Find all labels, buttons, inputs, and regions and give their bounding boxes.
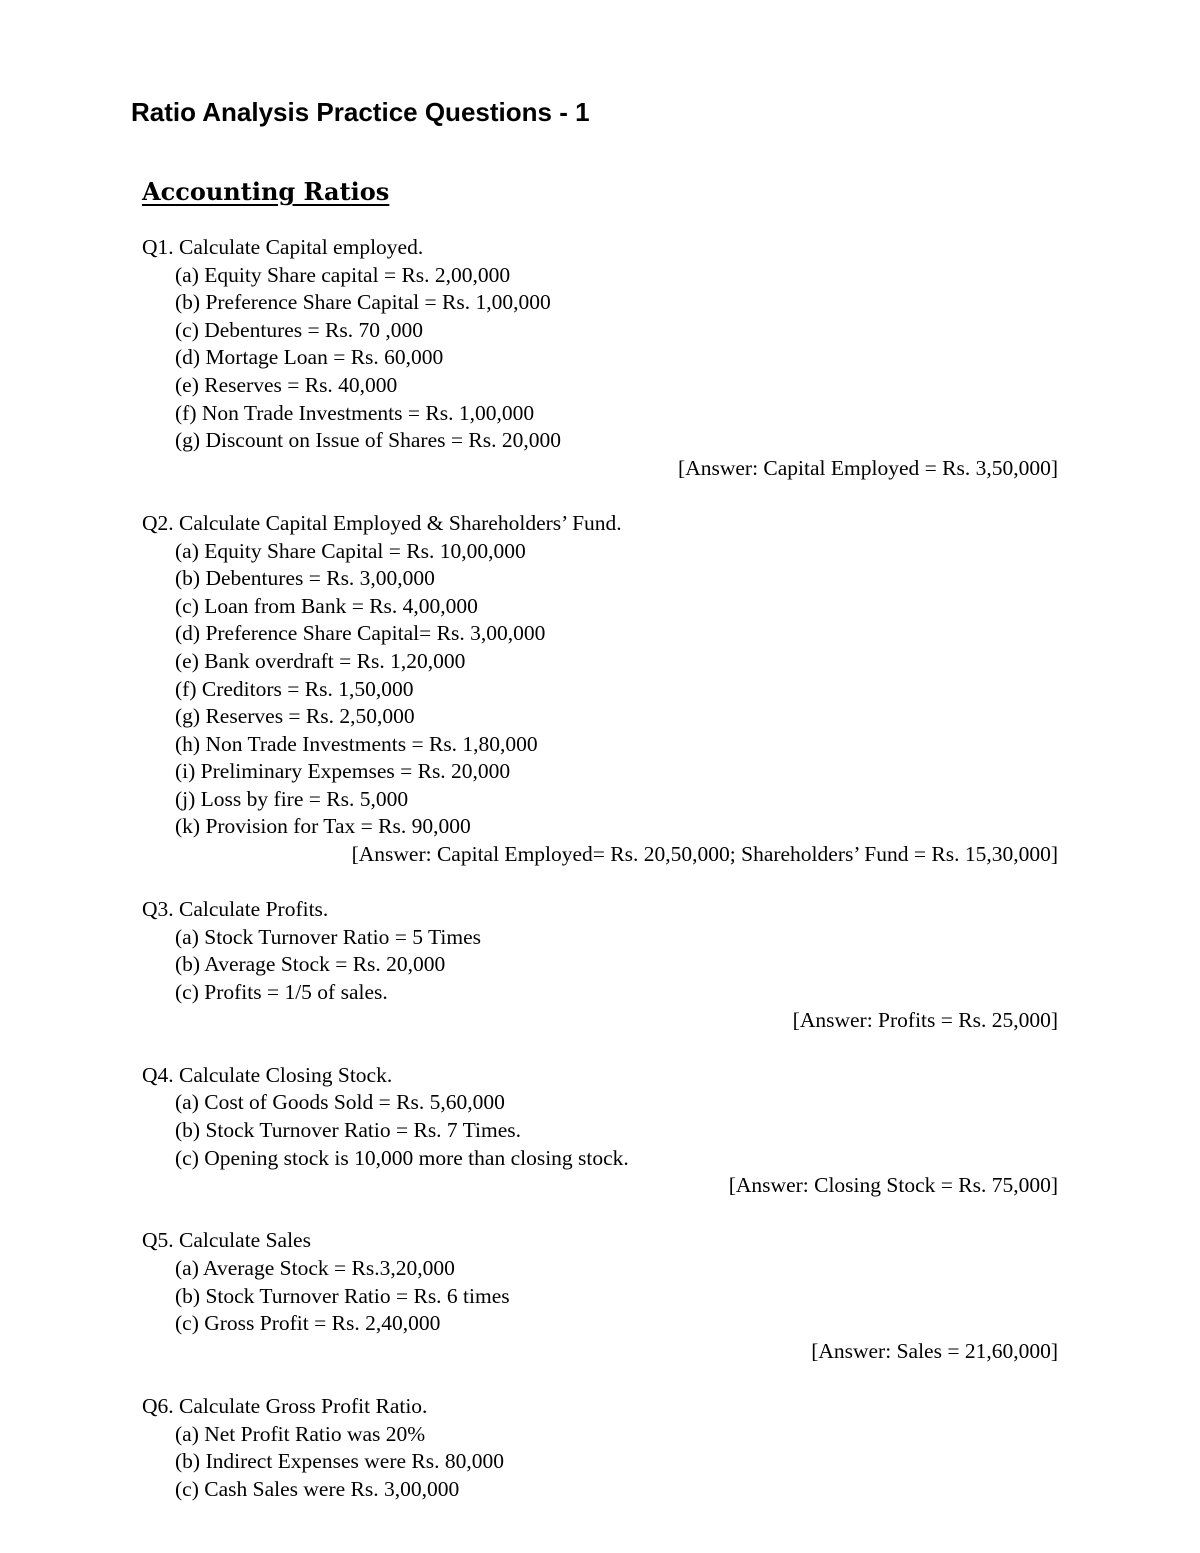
spacer [142,1365,1062,1393]
question-item: (e) Bank overdraft = Rs. 1,20,000 [175,648,466,673]
question-item: (e) Reserves = Rs. 40,000 [175,372,398,397]
question-item: (h) Non Trade Investments = Rs. 1,80,000 [175,731,538,756]
question-item: (b) Preference Share Capital = Rs. 1,00,000 [175,290,551,315]
question-item: (f) Creditors = Rs. 1,50,000 [175,676,414,701]
section-heading: Accounting Ratios [142,177,390,206]
question-item: (k) Provision for Tax = Rs. 90,000 [175,814,471,839]
spacer [142,1034,1062,1062]
question-label: Q4. Calculate Closing Stock. [142,1062,393,1087]
spacer [142,1200,1062,1228]
question-label: Q2. Calculate Capital Employed & Shareholders’ Fund. [142,510,622,535]
question-label: Q6. Calculate Gross Profit Ratio. [142,1393,428,1418]
question-label: Q3. Calculate Profits. [142,897,329,922]
question-item: (d) Preference Share Capital= Rs. 3,00,000 [175,621,546,646]
page-title: Ratio Analysis Practice Questions - 1 [131,97,590,127]
question-item: (a) Net Profit Ratio was 20% [175,1421,426,1446]
question-item: (a) Stock Turnover Ratio = 5 Times [175,924,481,949]
spacer [142,869,1062,897]
question-item: (b) Average Stock = Rs. 20,000 [175,952,446,977]
question-item: (j) Loss by fire = Rs. 5,000 [175,786,409,811]
question-1 [142,234,1062,510]
question-4 [142,1062,1062,1228]
question-item: (c) Profits = 1/5 of sales. [175,980,388,1005]
question-2 [142,510,1062,896]
question-item: (g) Reserves = Rs. 2,50,000 [175,704,415,729]
question-item: (i) Preliminary Expemses = Rs. 20,000 [175,759,511,784]
spacer [142,482,1062,510]
answer-text: [Answer: Profits = Rs. 25,000] [792,1007,1058,1032]
question-6 [142,1393,1062,1503]
question-label: Q5. Calculate Sales [142,1228,311,1253]
question-item: (a) Average Stock = Rs.3,20,000 [175,1255,455,1280]
question-item: (b) Debentures = Rs. 3,00,000 [175,566,435,591]
question-5 [142,1227,1062,1393]
answer-text: [Answer: Capital Employed= Rs. 20,50,000; Shareholders’ Fund = Rs. 15,30,000] [351,842,1058,867]
question-item: (c) Gross Profit = Rs. 2,40,000 [175,1311,441,1336]
answer-text: [Answer: Closing Stock = Rs. 75,000] [728,1173,1058,1198]
question-item: (f) Non Trade Investments = Rs. 1,00,000 [175,400,535,425]
question-item: (c) Opening stock is 10,000 more than closing stock. [175,1145,629,1170]
question-item: (a) Equity Share Capital = Rs. 10,00,000 [175,538,526,563]
answer-text: [Answer: Sales = 21,60,000] [811,1338,1058,1363]
question-item: (d) Mortage Loan = Rs. 60,000 [175,345,444,370]
question-label: Q1. Calculate Capital employed. [142,235,424,259]
question-item: (c) Loan from Bank = Rs. 4,00,000 [175,593,478,618]
question-item: (b) Indirect Expenses were Rs. 80,000 [175,1449,504,1474]
question-item: (g) Discount on Issue of Shares = Rs. 20,000 [175,428,561,453]
question-item: (c) Debentures = Rs. 70 ,000 [175,317,423,342]
question-item: (a) Equity Share capital = Rs. 2,00,000 [175,262,511,287]
question-item: (b) Stock Turnover Ratio = Rs. 6 times [175,1283,510,1308]
question-3 [142,896,1062,1062]
question-item: (c) Cash Sales were Rs. 3,00,000 [175,1476,460,1501]
question-item: (b) Stock Turnover Ratio = Rs. 7 Times. [175,1118,522,1142]
question-item: (a) Cost of Goods Sold = Rs. 5,60,000 [175,1090,505,1115]
question-list [142,234,1062,1503]
answer-text: [Answer: Capital Employed = Rs. 3,50,000] [678,455,1058,480]
